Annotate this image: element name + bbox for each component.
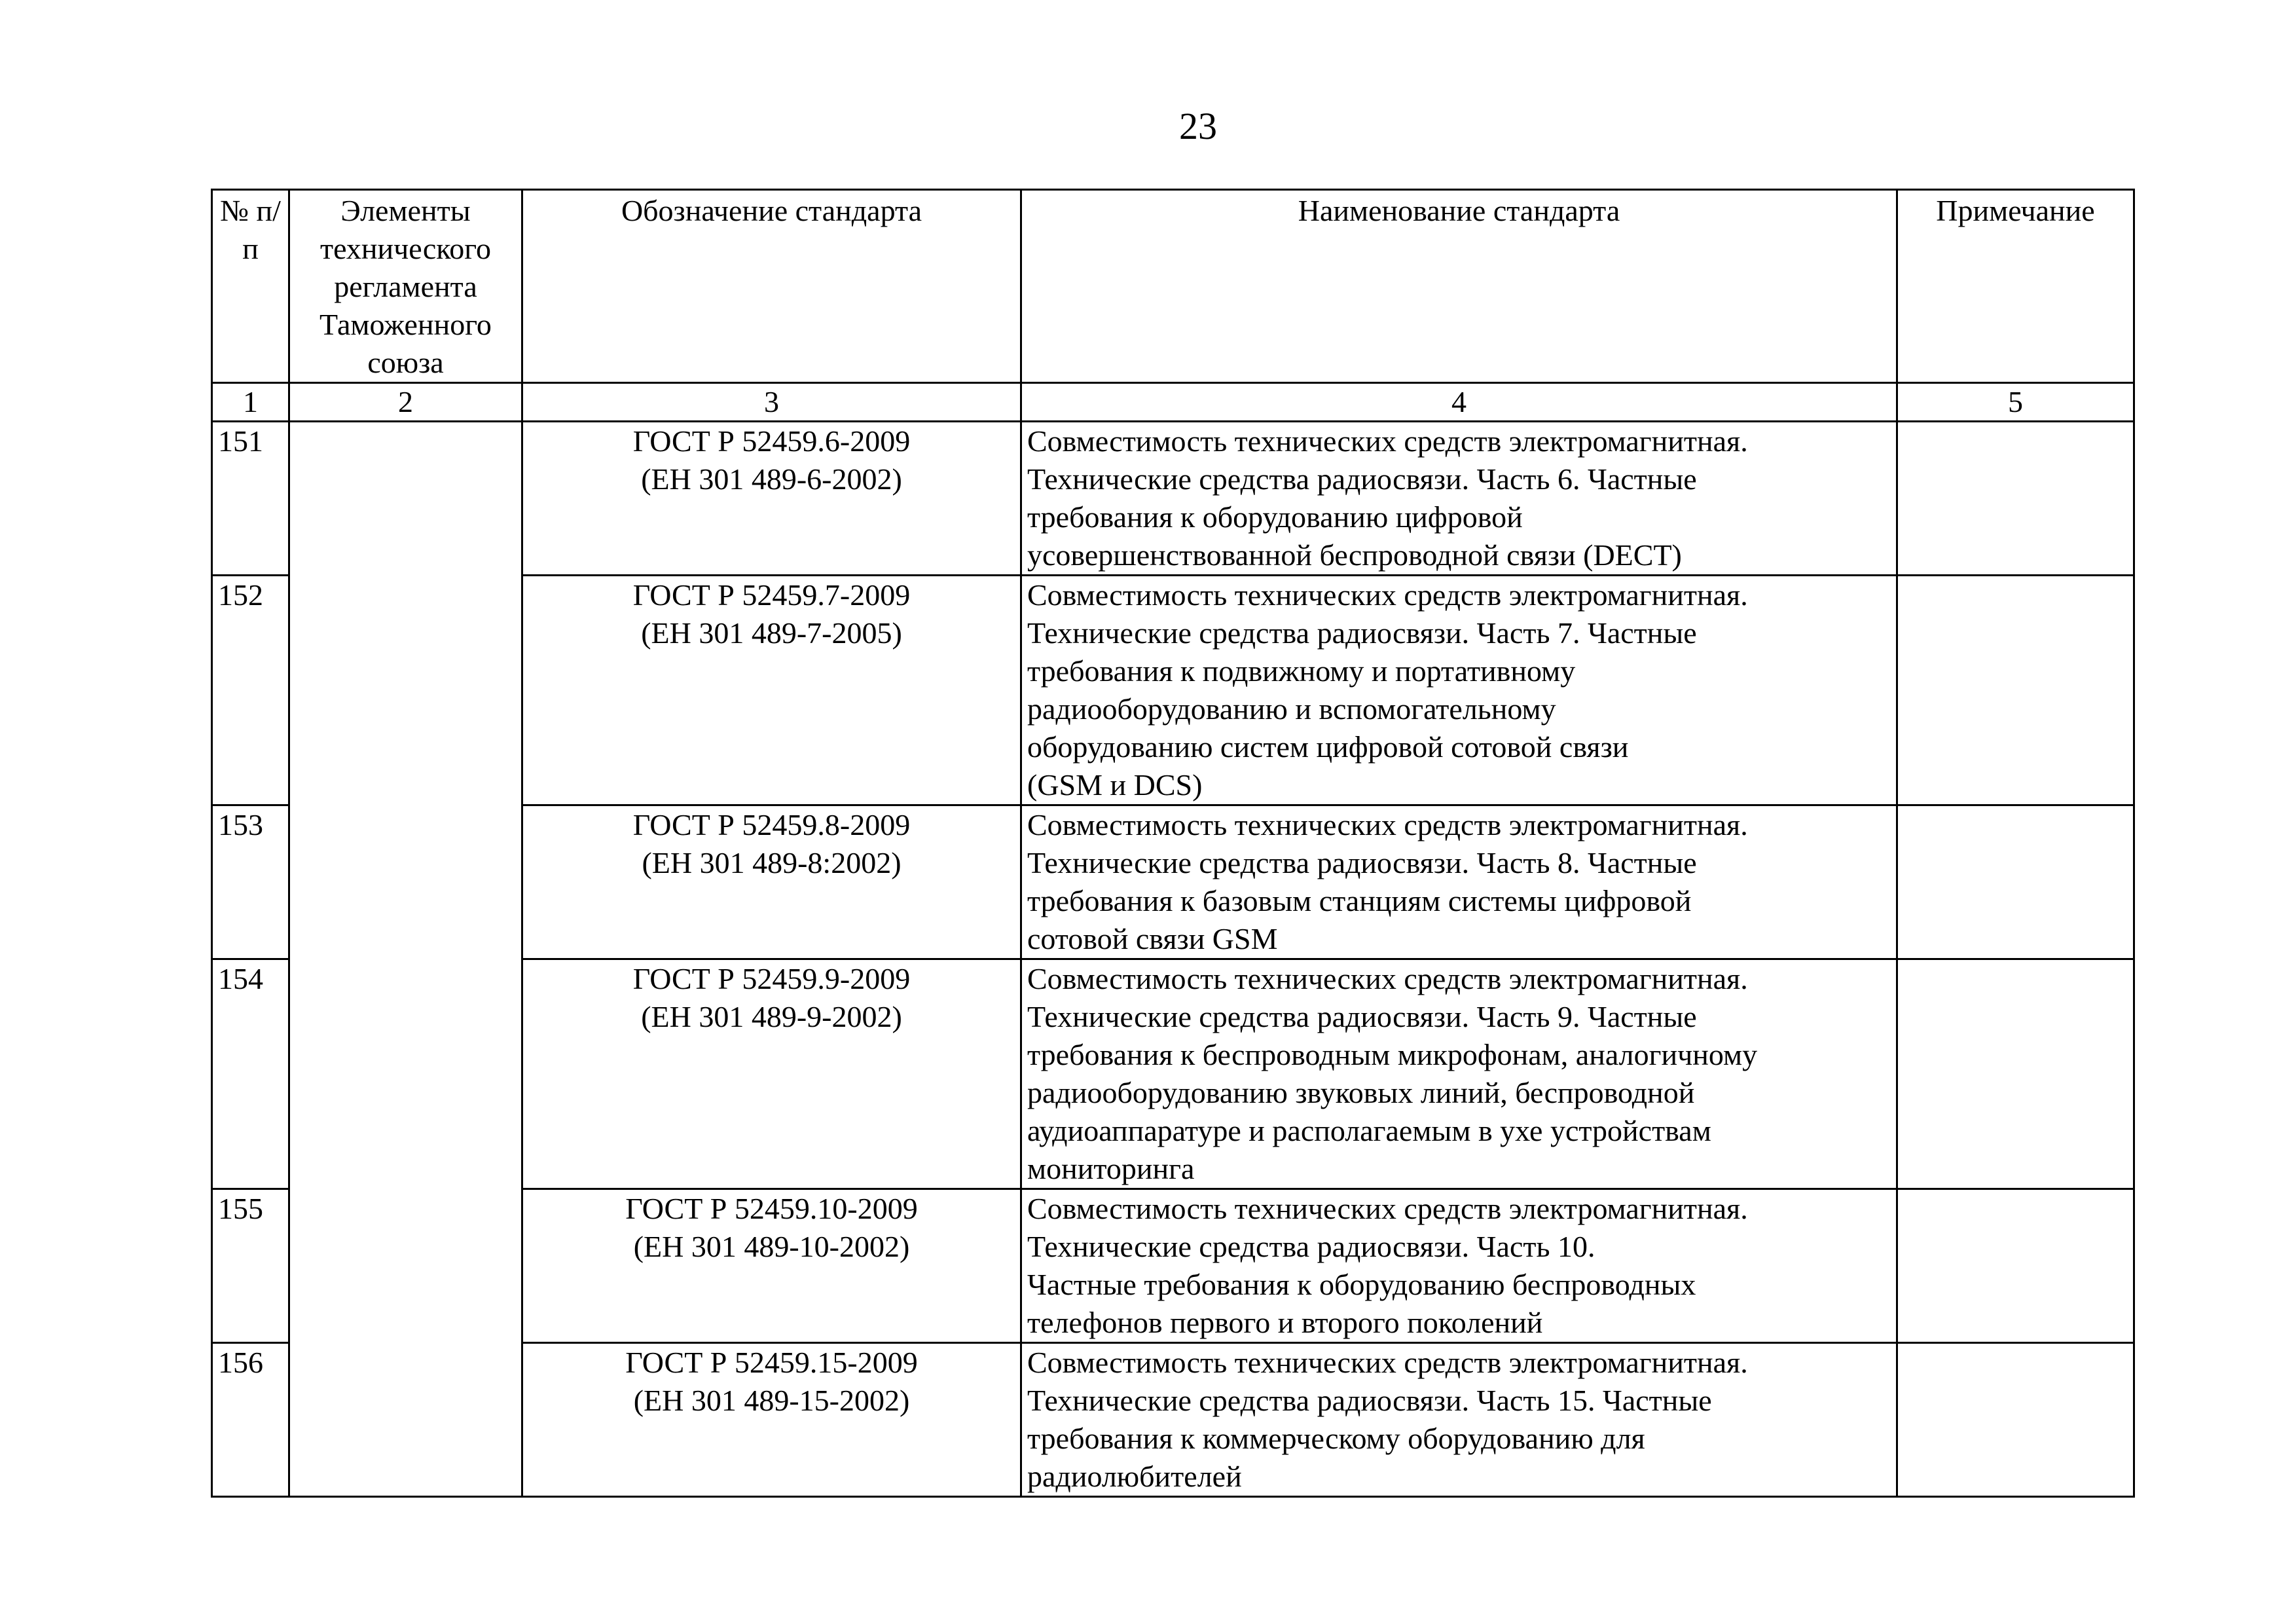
column-number: 4 xyxy=(1021,383,1897,422)
column-number: 5 xyxy=(1897,383,2134,422)
designation-cell xyxy=(522,1189,1021,1343)
standard-name-line: телефонов первого и второго поколений xyxy=(1027,1306,1543,1339)
column-number: 3 xyxy=(522,383,1021,422)
standard-name-line: требования к подвижному и портативному xyxy=(1027,654,1576,688)
standard-name-line: мониторинга xyxy=(1027,1152,1195,1185)
standard-name-line: Технические средства радиосвязи. Часть 9. Частные xyxy=(1027,1000,1697,1033)
note-cell xyxy=(1897,576,2134,805)
standards-table xyxy=(211,189,2135,1498)
designation-en: (ЕН 301 489-6-2002) xyxy=(641,462,902,496)
standard-name-line: Совместимость технических средств электромагнитная. xyxy=(1027,1192,1748,1225)
standard-name-line: Совместимость технических средств электромагнитная. xyxy=(1027,424,1748,458)
column-number: 2 xyxy=(289,383,522,422)
elements-cell xyxy=(289,422,522,1497)
standard-name-line: Совместимость технических средств электромагнитная. xyxy=(1027,1346,1748,1379)
note-cell xyxy=(1897,1189,2134,1343)
standard-name-line: Совместимость технических средств электромагнитная. xyxy=(1027,578,1748,612)
designation-gost: ГОСТ Р 52459.10-2009 xyxy=(625,1192,918,1225)
standard-name-line: Технические средства радиосвязи. Часть 8. Частные xyxy=(1027,846,1697,879)
designation-gost: ГОСТ Р 52459.8-2009 xyxy=(632,808,911,841)
designation-en: (ЕН 301 489-7-2005) xyxy=(641,616,902,650)
designation-gost: ГОСТ Р 52459.7-2009 xyxy=(632,578,911,612)
designation-en: (ЕН 301 489-15-2002) xyxy=(633,1384,910,1417)
designation-cell xyxy=(522,576,1021,805)
designation-cell xyxy=(522,959,1021,1189)
row-number: 151 xyxy=(212,422,289,576)
standard-name-line: Совместимость технических средств электромагнитная. xyxy=(1027,808,1748,841)
row-number: 153 xyxy=(212,805,289,959)
designation-gost: ГОСТ Р 52459.9-2009 xyxy=(632,962,911,995)
standard-name-line: радиолюбителей xyxy=(1027,1460,1242,1493)
standard-name-line: Технические средства радиосвязи. Часть 6. Частные xyxy=(1027,462,1697,496)
standard-name-line: усовершенствованной беспроводной связи (DECT) xyxy=(1027,538,1682,572)
note-cell xyxy=(1897,1343,2134,1497)
standard-name-cell xyxy=(1021,805,1897,959)
header-elements: Элементы технического регламента Таможенного союза xyxy=(289,190,522,383)
designation-gost: ГОСТ Р 52459.6-2009 xyxy=(632,424,911,458)
designation-en: (ЕН 301 489-9-2002) xyxy=(641,1000,902,1033)
table-row xyxy=(212,422,2134,576)
note-cell xyxy=(1897,805,2134,959)
note-cell xyxy=(1897,959,2134,1189)
standard-name-line: Технические средства радиосвязи. Часть 7. Частные xyxy=(1027,616,1697,650)
table-header-row xyxy=(212,190,2134,383)
row-number: 156 xyxy=(212,1343,289,1497)
standard-name-line: радиооборудованию звуковых линий, беспроводной xyxy=(1027,1076,1695,1109)
header-designation: Обозначение стандарта xyxy=(522,190,1021,383)
standard-name-line: Частные требования к оборудованию беспроводных xyxy=(1027,1268,1696,1301)
header-no: № п/п xyxy=(212,190,289,383)
standard-name-cell xyxy=(1021,959,1897,1189)
standard-name-line: Совместимость технических средств электромагнитная. xyxy=(1027,962,1748,995)
standard-name-line: (GSM и DCS) xyxy=(1027,768,1203,802)
designation-gost: ГОСТ Р 52459.15-2009 xyxy=(625,1346,918,1379)
standard-name-cell xyxy=(1021,1343,1897,1497)
standard-name-line: требования к беспроводным микрофонам, аналогичному xyxy=(1027,1038,1758,1071)
designation-en: (ЕН 301 489-8:2002) xyxy=(642,846,902,879)
designation-cell xyxy=(522,805,1021,959)
designation-cell xyxy=(522,1343,1021,1497)
row-number: 152 xyxy=(212,576,289,805)
standard-name-line: Технические средства радиосвязи. Часть 15. Частные xyxy=(1027,1384,1712,1417)
standard-name-line: аудиоаппаратуре и располагаемым в ухе устройствам xyxy=(1027,1114,1711,1147)
standard-name-line: требования к базовым станциям системы цифровой xyxy=(1027,884,1692,917)
note-cell xyxy=(1897,422,2134,576)
designation-cell xyxy=(522,422,1021,576)
standard-name-line: требования к оборудованию цифровой xyxy=(1027,500,1523,534)
row-number: 154 xyxy=(212,959,289,1189)
standard-name-line: требования к коммерческому оборудованию для xyxy=(1027,1422,1645,1455)
standard-name-cell xyxy=(1021,576,1897,805)
header-note: Примечание xyxy=(1897,190,2134,383)
standard-name-cell xyxy=(1021,1189,1897,1343)
standard-name-line: оборудованию систем цифровой сотовой связи xyxy=(1027,730,1629,764)
standard-name-line: радиооборудованию и вспомогательному xyxy=(1027,692,1556,726)
header-name: Наименование стандарта xyxy=(1021,190,1897,383)
column-numbering-row xyxy=(212,383,2134,422)
column-number: 1 xyxy=(212,383,289,422)
standard-name-cell xyxy=(1021,422,1897,576)
page-number: 23 xyxy=(1179,105,1217,147)
standard-name-line: сотовой связи GSM xyxy=(1027,922,1278,955)
standard-name-line: Технические средства радиосвязи. Часть 10. xyxy=(1027,1230,1595,1263)
designation-en: (ЕН 301 489-10-2002) xyxy=(633,1230,910,1263)
row-number: 155 xyxy=(212,1189,289,1343)
